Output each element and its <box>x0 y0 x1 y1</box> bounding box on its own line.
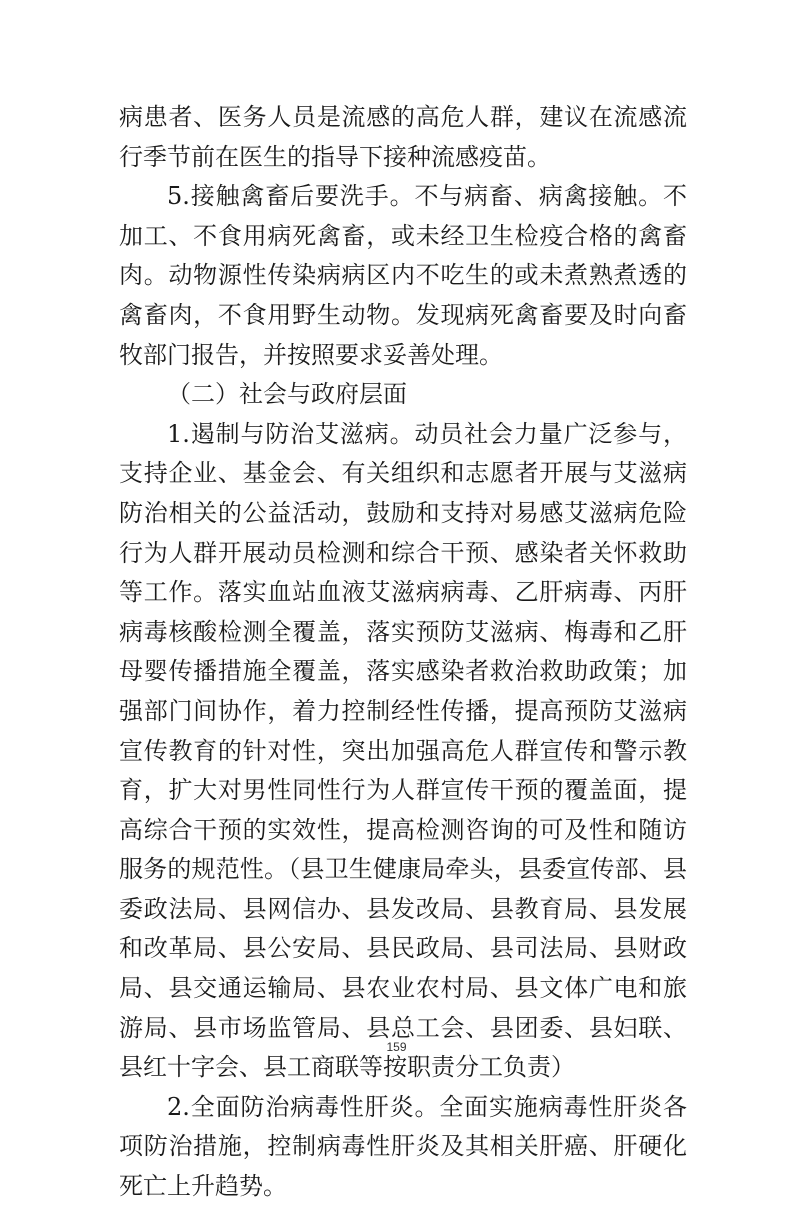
paragraph-aids-prevention: 1.遏制与防治艾滋病。动员社会力量广泛参与，支持企业、基金会、有关组织和志愿者开展与艾滋病防治相关的公益活动，鼓励和支持对易感艾滋病危险行为人群开展动员检测和综合干预、感染者关怀救助等工作。落实血站血液艾滋病病毒、乙肝病毒、丙肝病毒核酸检测全覆盖，落实预防艾滋病、梅毒和乙肝母婴传播措施全覆盖，落实感染者救治救助政策；加强部门间协作，着力控制经性传播，提高预防艾滋病宣传教育的针对性，突出加强高危人群宣传和警示教育，扩大对男性同性行为人群宣传干预的覆盖面，提高综合干预的实效性，提高检测咨询的可及性和随访服务的规范性。（县卫生健康局牵头，县委宣传部、县委政法局、县网信办、县发改局、县教育局、县发展和改革局、县公安局、县民政局、县司法局、县财政局、县交通运输局、县农业农村局、县文体广电和旅游局、县市场监管局、县总工会、县团委、县妇联、县红十字会、县工商联等按职责分工负责） <box>119 419 687 1082</box>
section-heading: （二）社会与政府层面 <box>167 380 407 409</box>
page-number: 159 <box>386 1040 407 1054</box>
paragraph-flu-vaccine: 病患者、医务人员是流感的高危人群，建议在流感流行季节前在医生的指导下接种流感疫苗。 <box>119 103 687 171</box>
paragraph-poultry-hygiene: 5.接触禽畜后要洗手。不与病畜、病禽接触。不加工、不食用病死禽畜，或未经卫生检疫合格的禽畜肉。动物源性传染病病区内不吃生的或未煮熟煮透的禽畜肉，不食用野生动物。发现病死禽畜要及时向畜牧部门报告，并按照要求妥善处理。 <box>119 182 687 369</box>
paragraph-hepatitis-prevention: 2.全面防治病毒性肝炎。全面实施病毒性肝炎各项防治措施，控制病毒性肝炎及其相关肝癌、肝硬化死亡上升趋势。 <box>119 1092 687 1201</box>
